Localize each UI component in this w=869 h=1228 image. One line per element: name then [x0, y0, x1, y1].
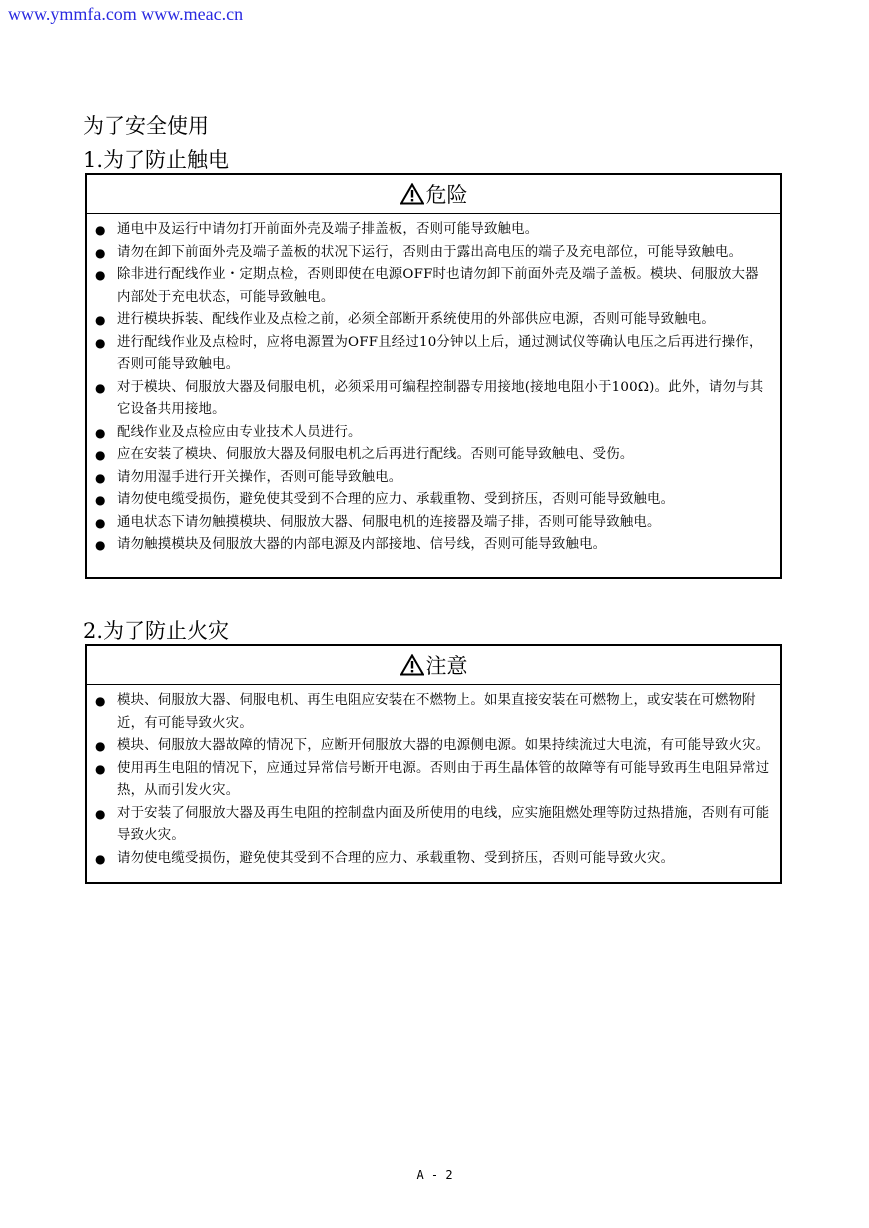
list-item-text: 请勿使电缆受损伤，避免使其受到不合理的应力、承载重物、受到挤压，否则可能导致火灾。: [117, 850, 675, 866]
list-item: [95, 242, 772, 265]
caution-header: [87, 646, 780, 685]
list-item-text: 配线作业及点检应由专业技术人员进行。: [117, 424, 362, 440]
caution-label: 注意: [425, 654, 468, 678]
list-item-text: 请勿使电缆受损伤，避免使其受到不合理的应力、承载重物、受到挤压，否则可能导致触电。: [117, 492, 675, 507]
warning-triangle-icon: [400, 654, 424, 676]
section-title-fire: 2.为了防止火灾: [83, 619, 230, 643]
list-item-text: 通电状态下请勿触摸模块、伺服放大器、伺服电机的连接器及端子排，否则可能导致触电。: [117, 514, 661, 530]
list-item-text: 进行模块拆装、配线作业及点检之前，必须全部断开系统使用的外部供应电源，否则可能导致触电。: [117, 312, 715, 327]
list-item: [95, 735, 772, 758]
list-item: [95, 264, 772, 309]
list-item: [95, 444, 772, 467]
bullet-icon: ●: [95, 739, 106, 753]
list-item-text: 模块、伺服放大器故障的情况下，应断开伺服放大器的电源侧电源。如果持续流过大电流，有可能导致火灾。: [117, 738, 770, 753]
bullet-icon: ●: [95, 761, 106, 776]
danger-box: [85, 173, 782, 579]
watermark[interactable]: www.ymmfa.com www.meac.cn: [8, 4, 244, 24]
bullet-icon: ●: [95, 851, 106, 866]
list-item: [95, 534, 772, 557]
list-item-text: 请勿在卸下前面外壳及端子盖板的状况下运行，否则由于露出高电压的端子及充电部位，可能导致触电。: [117, 244, 743, 260]
bullet-icon: ●: [95, 515, 106, 530]
caution-box: [85, 644, 782, 884]
list-item-text: 进行配线作业及点检时，应将电源置为OFF且经过10分钟以上后，通过测试仪等确认电压之后再进行操作，否则可能导致触电。: [117, 334, 763, 372]
list-item: [95, 512, 772, 535]
bullet-icon: ●: [95, 245, 106, 260]
warning-triangle-icon: [400, 183, 424, 205]
list-item-text: 应在安装了模块、伺服放大器及伺服电机之后再进行配线。否则可能导致触电、受伤。: [117, 447, 634, 462]
list-item: [95, 489, 772, 512]
bullet-icon: ●: [95, 470, 106, 485]
list-item-text: 请勿用湿手进行开关操作，否则可能导致触电。: [117, 469, 403, 485]
bullet-icon: ●: [95, 335, 106, 350]
bullet-icon: ●: [95, 806, 106, 821]
danger-header: [87, 175, 780, 214]
bullet-icon: ●: [95, 493, 106, 507]
list-item-text: 除非进行配线作业・定期点检，否则即使在电源OFF时也请勿卸下前面外壳及端子盖板。模块、伺服放大器内部处于充电状态，可能导致触电。: [117, 267, 759, 305]
list-item-text: 对于模块、伺服放大器及伺服电机，必须采用可编程控制器专用接地(接地电阻小于100Ω)。此外，请勿与其它设备共用接地。: [117, 379, 764, 417]
list-item-text: 通电中及运行中请勿打开前面外壳及端子排盖板，否则可能导致触电。: [117, 222, 539, 237]
bullet-icon: ●: [95, 694, 106, 708]
list-item-text: 模块、伺服放大器、伺服电机、再生电阻应安装在不燃物上。如果直接安装在可燃物上，或安装在可燃物附近，有可能导致火灾。: [117, 693, 756, 731]
list-item: [95, 690, 772, 735]
page-number: A - 2: [416, 1168, 453, 1182]
list-item: [95, 467, 772, 490]
list-item: [95, 377, 772, 422]
danger-list: [87, 214, 780, 557]
list-item: [95, 803, 772, 848]
bullet-icon: ●: [95, 448, 106, 462]
danger-label: 危险: [425, 183, 468, 207]
list-item: [95, 848, 772, 871]
page-title: 为了安全使用: [83, 114, 209, 138]
list-item-text: 请勿触摸模块及伺服放大器的内部电源及内部接地、信号线，否则可能导致触电。: [117, 537, 607, 552]
list-item: [95, 219, 772, 242]
list-item: [95, 309, 772, 332]
section-title-electric-shock: 1.为了防止触电: [83, 148, 230, 172]
list-item-text: 对于安装了伺服放大器及再生电阻的控制盘内面及所使用的电线，应实施阻燃处理等防过热措施，否则有可能导致火灾。: [117, 805, 770, 843]
bullet-icon: ●: [95, 380, 106, 395]
bullet-icon: ●: [95, 538, 106, 552]
bullet-icon: ●: [95, 425, 106, 440]
list-item-text: 使用再生电阻的情况下，应通过异常信号断开电源。否则由于再生晶体管的故障等有可能导致再生电阻异常过热，从而引发火灾。: [117, 760, 770, 798]
bullet-icon: ●: [95, 223, 106, 237]
bullet-icon: ●: [95, 268, 106, 282]
caution-list: [87, 685, 780, 870]
list-item: [95, 758, 772, 803]
list-item: [95, 422, 772, 445]
bullet-icon: ●: [95, 313, 106, 327]
list-item: [95, 332, 772, 377]
